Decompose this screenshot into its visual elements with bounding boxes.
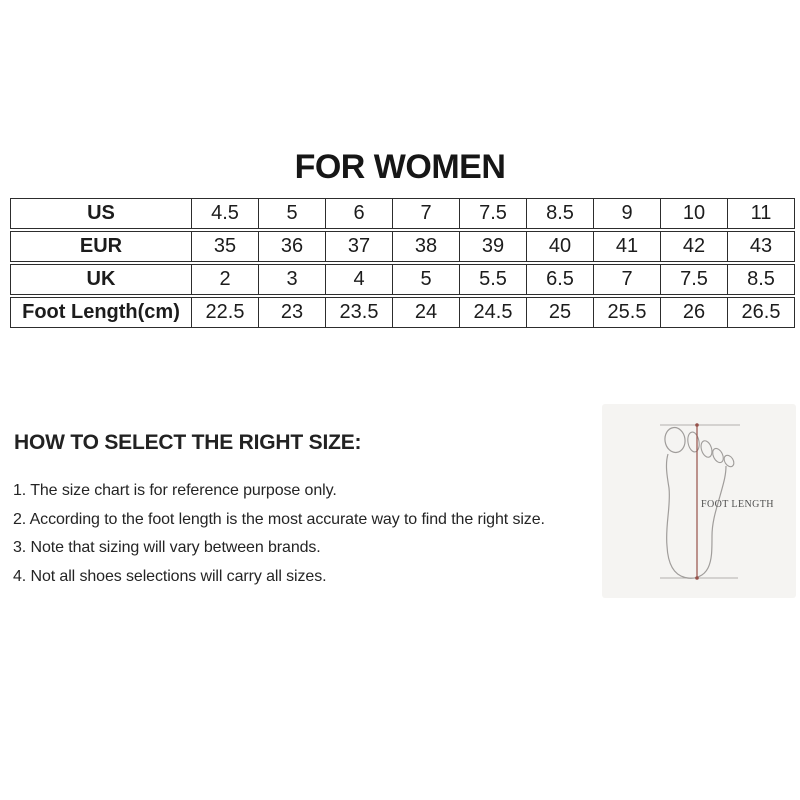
size-cell: 7.5 — [660, 265, 727, 294]
row-label-uk: UK — [86, 268, 116, 290]
size-cell: 23 — [258, 298, 325, 327]
size-cell: 8.5 — [526, 199, 593, 228]
big-toe-outline — [663, 426, 686, 454]
table-row-foot-length — [10, 297, 795, 328]
guide-item-2: 2. According to the foot length is the most accurate way to find the right size. — [13, 510, 545, 528]
measure-line-bottom-dot — [695, 576, 699, 580]
toe-outline — [686, 431, 700, 453]
size-cell: 35 — [191, 232, 258, 261]
row-label-foot-length: Foot Length(cm) — [22, 301, 180, 323]
size-chart-table — [10, 198, 795, 330]
size-cell: 11 — [727, 199, 794, 228]
row-label-us: US — [87, 202, 115, 224]
foot-measure-diagram — [602, 404, 796, 598]
size-cell: 23.5 — [325, 298, 392, 327]
size-cell: 36 — [258, 232, 325, 261]
foot-body-outline — [666, 454, 726, 578]
guide-item-4: 4. Not all shoes selections will carry all sizes. — [13, 567, 327, 585]
size-cell: 6 — [325, 199, 392, 228]
measure-line-top-dot — [695, 423, 699, 427]
size-cell: 39 — [459, 232, 526, 261]
toe-outline — [722, 454, 736, 469]
size-cell: 41 — [593, 232, 660, 261]
size-cell: 22.5 — [191, 298, 258, 327]
page-title: FOR WOMEN — [294, 148, 506, 186]
size-cell: 26.5 — [727, 298, 794, 327]
size-cell: 24 — [392, 298, 459, 327]
size-cell: 3 — [258, 265, 325, 294]
size-cell: 7 — [392, 199, 459, 228]
size-cell: 9 — [593, 199, 660, 228]
foot-length-label: FOOT LENGTH — [701, 499, 774, 510]
size-cell: 4 — [325, 265, 392, 294]
size-cell: 26 — [660, 298, 727, 327]
guide-list — [13, 477, 653, 591]
table-row-eur — [10, 231, 795, 262]
size-cell: 43 — [727, 232, 794, 261]
guide-heading: HOW TO SELECT THE RIGHT SIZE: — [14, 431, 362, 454]
table-row-uk — [10, 264, 795, 295]
size-cell: 25 — [526, 298, 593, 327]
size-cell: 2 — [191, 265, 258, 294]
size-cell: 7.5 — [459, 199, 526, 228]
size-cell: 5.5 — [459, 265, 526, 294]
guide-item-3: 3. Note that sizing will vary between brands. — [13, 539, 321, 556]
size-cell: 10 — [660, 199, 727, 228]
size-cell: 37 — [325, 232, 392, 261]
size-cell: 42 — [660, 232, 727, 261]
size-cell: 4.5 — [191, 199, 258, 228]
size-cell: 6.5 — [526, 265, 593, 294]
size-cell: 5 — [392, 265, 459, 294]
size-cell: 5 — [258, 199, 325, 228]
size-cell: 7 — [593, 265, 660, 294]
table-row-us — [10, 198, 795, 229]
size-cell: 25.5 — [593, 298, 660, 327]
size-cell: 8.5 — [727, 265, 794, 294]
size-cell: 38 — [392, 232, 459, 261]
size-cell: 40 — [526, 232, 593, 261]
toe-outline — [699, 439, 714, 458]
size-cell: 24.5 — [459, 298, 526, 327]
guide-item-1: 1. The size chart is for reference purpose only. — [13, 482, 337, 499]
toe-outline — [711, 447, 726, 465]
row-label-eur: EUR — [79, 235, 123, 257]
